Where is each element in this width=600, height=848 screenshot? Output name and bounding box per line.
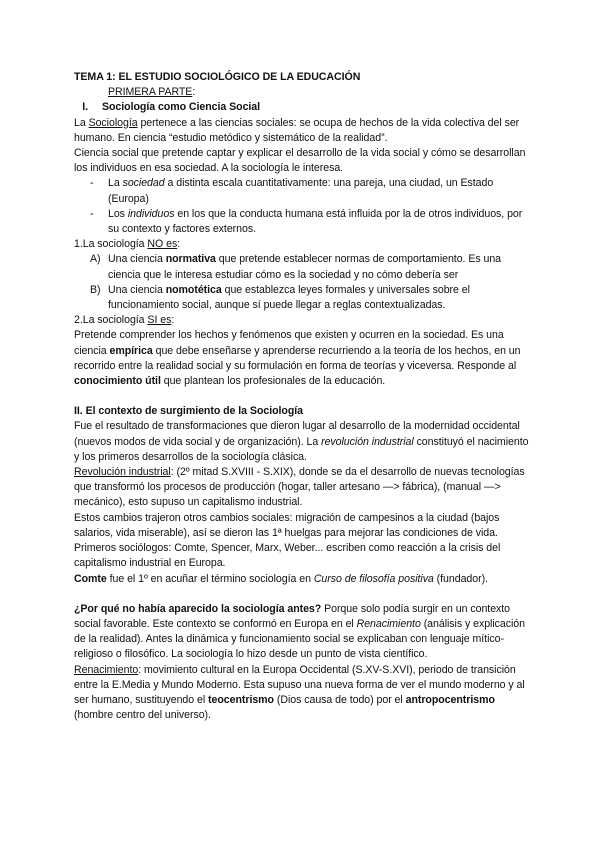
- interest-list: [74, 176, 536, 237]
- no-es-heading: 1.La sociología NO es:: [74, 238, 181, 251]
- document-body: [74, 70, 536, 723]
- paragraph-ciencia-social: Ciencia social que pretende captar y explicar el desarrollo de la vida social y cómo se desarrollan los individuos en esa sociedad. A la sociología le interesa.: [74, 147, 526, 175]
- section-2-heading: II. El contexto de surgimiento de la Sociología: [74, 405, 303, 418]
- document-title: TEMA 1: EL ESTUDIO SOCIOLÓGICO DE LA EDUCACIÓN: [74, 71, 361, 83]
- si-es-heading: 2.La sociología SI es:: [74, 314, 175, 327]
- paragraph-comte: Comte fue el 1º en acuñar el término sociología en Curso de filosofía positiva (fundador).: [74, 572, 488, 585]
- section-1-heading: [68, 100, 536, 115]
- paragraph-por-que: ¿Por qué no había aparecido la sociología antes? Porque solo podía surgir en un contexto social favorable. Este contexto se conformó en Europa en el Renacimiento (análisis y explicación de la realidad). Antes la dinámica y funcionamiento social se explicaban con lenguaje mítico-religioso o filosófico. La sociología lo hizo desde un punto de vista científico.: [74, 602, 525, 661]
- part-heading-text: PRIMERA PARTE: [108, 86, 193, 99]
- list-item: A) Una ciencia normativa que pretende establecer normas de comportamiento. Es una ciencia que le interesa estudiar cómo es la sociedad y no cómo debería ser: [90, 253, 502, 281]
- no-es-list: [74, 252, 536, 313]
- list-item: B) Una ciencia nomotética que establezca leyes formales y universales sobre el funcionamiento social, aunque sí puede llegar a reglas contextualizadas.: [90, 283, 470, 312]
- paragraph-cambios-sociales: Estos cambios trajeron otros cambios sociales: migración de campesinos a la ciudad (bajos salarios, vida miserable), así se dieron las 1ª huelgas para mejorar las condiciones de vida. Primeros sociólogos: Comte, Spencer, Marx, Weber... escriben como reacción a la crisis del capitalismo industrial en Europa.: [74, 511, 501, 570]
- section-1-number: I.: [82, 101, 88, 114]
- paragraph-revolucion-industrial: Revolución industrial: (2º mitad S.XVIII - S.XIX), donde se da el desarrollo de nuevas tecnologías que transformó los procesos de producción (hogar, taller artesano —> fábrica), (manual —> mecánico), esto supuso un capitalismo industrial.: [74, 466, 525, 509]
- part-heading: PRIMERA PARTE:: [108, 86, 196, 99]
- paragraph-transformaciones: Fue el resultado de transformaciones que dieron lugar al desarrollo de la modernidad occidental (nuevos modos de vida social y de organización). La revolución industrial constituyó el nacimiento y los primeros desarrollos de la sociología clásica.: [74, 420, 529, 463]
- paragraph-renacimiento: Renacimiento: movimiento cultural en la Europa Occidental (S.XV-S.XVI), periodo de transición entre la E.Media y Mundo Moderno. Esta supuso una nueva forma de ver el mundo moderno y al ser humano, sustituyendo el teocentrismo (Dios causa de todo) por el antropocentrismo (hombre centro del universo).: [74, 663, 525, 722]
- paragraph-sociologia-definition: La Sociología pertenece a las ciencias sociales: se ocupa de hechos de la vida colectiva del ser humano. En ciencia “estudio metódico y sistemático de la realidad”.: [74, 116, 520, 144]
- list-item: - La sociedad a distinta escala cuantitativamente: una pareja, una ciudad, un Estado (Europa): [74, 176, 536, 206]
- list-item: - Los individuos en los que la conducta humana está influida por la de otros individuos, por su contexto y factores externos.: [74, 207, 536, 237]
- section-1-title: Sociología como Ciencia Social: [102, 101, 261, 114]
- paragraph-si-es: Pretende comprender los hechos y fenómenos que existen y ocurren en la sociedad. Es una ciencia empírica que debe enseñarse y aprenderse recurriendo a la teoría de los hechos, en un recorrido entre la realidad social y su formulación en forma de teorías y viceversa. Responde al conocimiento útil que plantean los profesionales de la educación.: [74, 329, 521, 388]
